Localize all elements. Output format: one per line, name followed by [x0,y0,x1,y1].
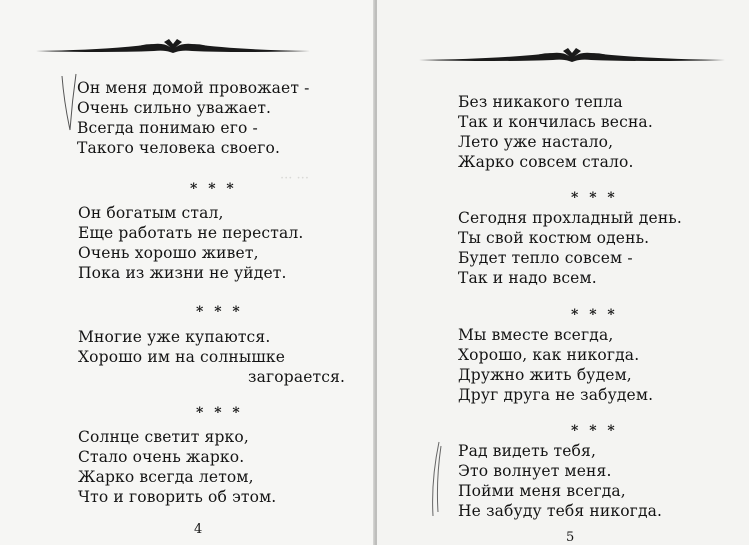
stanza-separator: * * * [196,304,243,320]
verse-line: Солнце светит ярко, [78,428,249,446]
stanza-1 [77,78,310,158]
verse-line: Еще работать не перестал. [78,224,304,242]
verse-line: Всегда понимаю его - [77,119,258,137]
stanza-3 [458,325,653,405]
verse-line: Мы вместе всегда, [458,326,614,344]
verse-line: Очень хорошо живет, [78,244,259,262]
pencil-checkmark-icon [60,72,78,138]
verse-line: Многие уже купаются. [78,328,271,346]
verse-line: Хорошо им на солнышке [78,348,286,366]
stanza-separator: * * * [571,307,618,323]
verse-line: Пока из жизни не уйдет. [78,264,287,282]
bleed-through-text: ··· ··· [280,171,309,186]
verse-line: Жарко всегда летом, [78,468,254,486]
verse-line: загорается. [248,368,346,386]
stanza-1 [458,92,653,172]
verse-line: Друг друга не забудем. [458,386,654,404]
ornament-divider-icon [419,47,725,67]
verse-line: Без никакого тепла [458,93,623,111]
verse-line: Лето уже настало, [458,133,614,151]
stanza-separator: * * * [571,423,618,439]
verse-line: Хорошо, как никогда. [458,346,640,364]
verse-line: Очень сильно уважает. [77,99,272,117]
right-page [377,0,749,545]
verse-line: Пойми меня всегда, [458,482,626,500]
stanza-separator: * * * [196,405,243,421]
verse-line: Он меня домой провожает - [77,79,310,97]
stanza-3 [78,327,345,387]
verse-line: Это волнует меня. [458,462,612,480]
stanza-2 [458,208,682,288]
verse-line: Сегодня прохладный день. [458,209,682,227]
verse-line: Что и говорить об этом. [78,488,277,506]
stanza-separator: * * * [571,190,618,206]
page-number: 4 [194,522,203,537]
verse-line: Жарко совсем стало. [458,153,634,171]
stanza-4 [458,441,662,521]
verse-line: Так и кончилась весна. [458,113,653,131]
verse-line: Такого человека своего. [77,139,281,157]
verse-line: Стало очень жарко. [78,448,245,466]
verse-line: Будет тепло совсем - [458,249,633,267]
stanza-separator: * * * [190,181,237,197]
stanza-2 [78,203,303,283]
verse-line: Ты свой костюм одень. [458,229,650,247]
verse-line: Не забуду тебя никогда. [458,502,663,520]
pencil-mark-icon [427,440,447,524]
verse-line: Он богатым стал, [78,204,224,222]
verse-line: Рад видеть тебя, [458,442,597,460]
ornament-divider-icon [36,38,310,58]
page-number: 5 [566,530,575,545]
stanza-4 [78,427,276,507]
verse-line: Дружно жить будем, [458,366,632,384]
verse-line: Так и надо всем. [458,269,597,287]
